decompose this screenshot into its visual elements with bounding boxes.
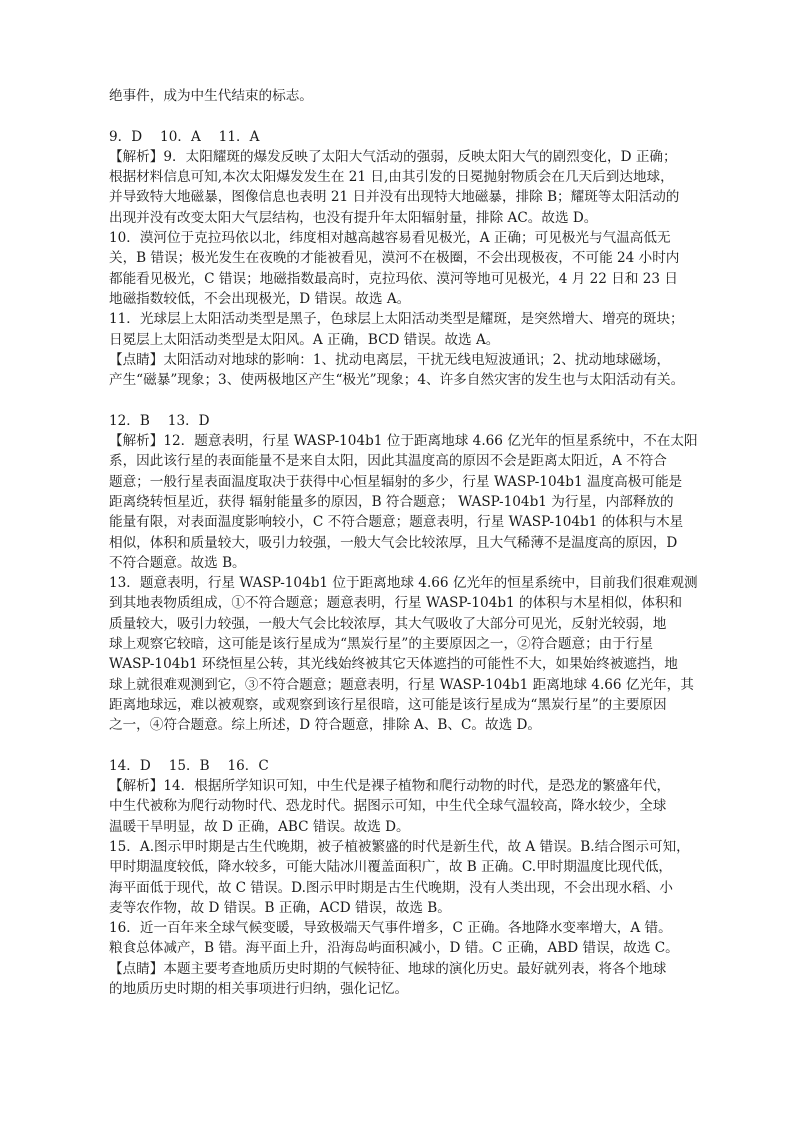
text-line: 13．题意表明，行星 WASP-104b1 位于距离地球 4.66 亿光年的恒星系统中，目前我们很难观测: [109, 575, 698, 592]
paragraph-gap: [109, 106, 714, 126]
text-line: 出现并没有改变太阳大气层结构，也没有提升年太阳辐射量，排除 AC。故选 D。: [109, 209, 598, 226]
text-line: 之一，④符合题意。综上所述，D 符合题意，排除 A、B、C。故选 D。: [109, 717, 541, 734]
text-line: 粮食总体减产，B 错。海平面上升，沿海岛屿面积减小，D 错。C 正确，ABD 错误，故选 C。: [109, 940, 679, 957]
text-line: 9．D 10．A 11．A: [109, 128, 260, 145]
text-line: 距离地球远，难以被观察，或观察到该行星很暗，这可能是该行星成为“黑炭行星”的主要原因: [109, 696, 667, 713]
text-line: 【解析】9．太阳耀斑的爆发反映了太阳大气活动的强弱，反映太阳大气的剧烈变化，D 正确；: [109, 148, 677, 165]
text-line: 中生代被称为爬行动物时代、恐龙时代。据图示可知，中生代全球气温较高，降水较少，全球: [109, 798, 667, 815]
text-line: 16．近一百年来全球气候变暖，导致极端天气事件增多，C 正确。各地降水变率增大，A 错。: [109, 920, 672, 937]
text-line: 题意；一般行星表面温度取决于获得中心恒星辐射的多少，行星 WASP-104b1 温度高极可能是: [109, 473, 683, 490]
text-line: 不符合题意。故选 B。: [109, 554, 246, 571]
text-line: 海平面低于现代，故 C 错误。D.图示甲时期是古生代晚期，没有人类出现，不会出现水稻、小: [109, 879, 673, 896]
text-line: 能量有限，对表面温度影响较小，C 不符合题意；题意表明，行星 WASP-104b1 的体积与木星: [109, 514, 684, 531]
paragraph-gap: [109, 390, 714, 410]
text-line: 【点睛】太阳活动对地球的影响：1、扰动电离层，干扰无线电短波通讯；2、扰动地球磁场，: [109, 351, 671, 368]
text-line: 系，因此该行星的表面能量不是来自太阳，因此其温度高的原因不会是距离太阳近，A 不符合: [109, 453, 667, 470]
text-line: 日冕层上太阳活动类型是太阳风。A 正确，BCD 错误。故选 A。: [109, 331, 500, 348]
text-line: WASP-104b1 环绕恒星公转，其光线始终被其它天体遮挡的可能性不大，如果始终被遮挡，地: [109, 656, 678, 673]
text-line: 麦等农作物，故 D 错误。B 正确，ACD 错误，故选 B。: [109, 899, 451, 916]
text-line: 质量较大，吸引力较强，一般大气会比较浓厚，其大气吸收了大部分可见光，反射光较弱，地: [109, 615, 667, 632]
text-line: 【解析】14．根据所学知识可知，中生代是裸子植物和爬行动物的时代，是恐龙的繁盛年代，: [109, 778, 671, 795]
text-line: 地磁指数较低，不会出现极光，D 错误。故选 A。: [109, 290, 411, 307]
text-line: 球上观察它较暗，这可能是该行星成为“黑炭行星”的主要原因之一，②符合题意；由于行星: [109, 636, 654, 653]
text-line: 都能看见极光，C 错误；地磁指数最高时，克拉玛依、漠河等地可见极光，4 月 22 日和 23 日: [109, 270, 678, 287]
text-line: 【点睛】本题主要考查地质历史时期的气候特征、地球的演化历史。最好就列表，将各个地球: [109, 960, 667, 977]
text-line: 相似，体积和质量较大，吸引力较强，一般大气会比较浓厚，且大气稀薄不是温度高的原因，D: [109, 534, 678, 551]
text-line: 并导致特大地磁暴，图像信息也表明 21 日并没有出现特大地磁暴，排除 B；耀斑等太阳活动的: [109, 189, 680, 206]
text-line: 温暖干旱明显，故 D 正确，ABC 错误。故选 D。: [109, 818, 410, 835]
paragraph-gap: [109, 736, 714, 756]
text-line: 【解析】12．题意表明，行星 WASP-104b1 位于距离地球 4.66 亿光年的恒星系统中，不在太阳: [109, 433, 698, 450]
text-line: 产生“磁暴”现象；3、使两极地区产生“极光”现象；4、许多自然灾害的发生也与太阳活动有关。: [109, 372, 685, 389]
text-line: 11．光球层上太阳活动类型是黑子，色球层上太阳活动类型是耀斑，是突然增大、增亮的斑块；: [109, 311, 684, 328]
text-line: 距离绕转恒星近，获得 辐射能量多的原因，B 符合题意； WASP-104b1 为行星，内部释放的: [109, 493, 674, 510]
text-line: 绝事件，成为中生代结束的标志。: [109, 88, 313, 104]
text-line: 的地质历史时期的相关事项进行归纳，强化记忆。: [109, 981, 409, 998]
text-line: 15．A.图示甲时期是古生代晚期，被子植被繁盛的时代是新生代，故 A 错误。B.结合图示可知，: [109, 838, 690, 855]
text-line: 关，B 错误；极光发生在夜晚的才能被看见，漠河不在极圈，不会出现极夜，不可能 24 小时内: [109, 250, 680, 267]
text-line: 甲时期温度较低，降水较多，可能大陆冰川覆盖面积广，故 B 正确。C.甲时期温度比现代低，: [109, 859, 673, 876]
text-line: 14．D 15．B 16．C: [109, 757, 269, 774]
text-line: 10．漠河位于克拉玛依以北，纬度相对越高越容易看见极光，A 正确；可见极光与气温高低无: [109, 230, 671, 247]
text-line: 根据材料信息可知,本次太阳爆发发生在 21 日,由其引发的日冕抛射物质会在几天后到达地球，: [109, 169, 674, 186]
text-line: 12．B 13．D: [109, 412, 210, 429]
text-line: 球上就很难观测到它，③不符合题意；题意表明，行星 WASP-104b1 距离地球 4.66 亿光年，其: [109, 676, 694, 693]
text-line: 到其地表物质组成，①不符合题意；题意表明，行星 WASP-104b1 的体积与木星相似，体积和: [109, 595, 683, 612]
